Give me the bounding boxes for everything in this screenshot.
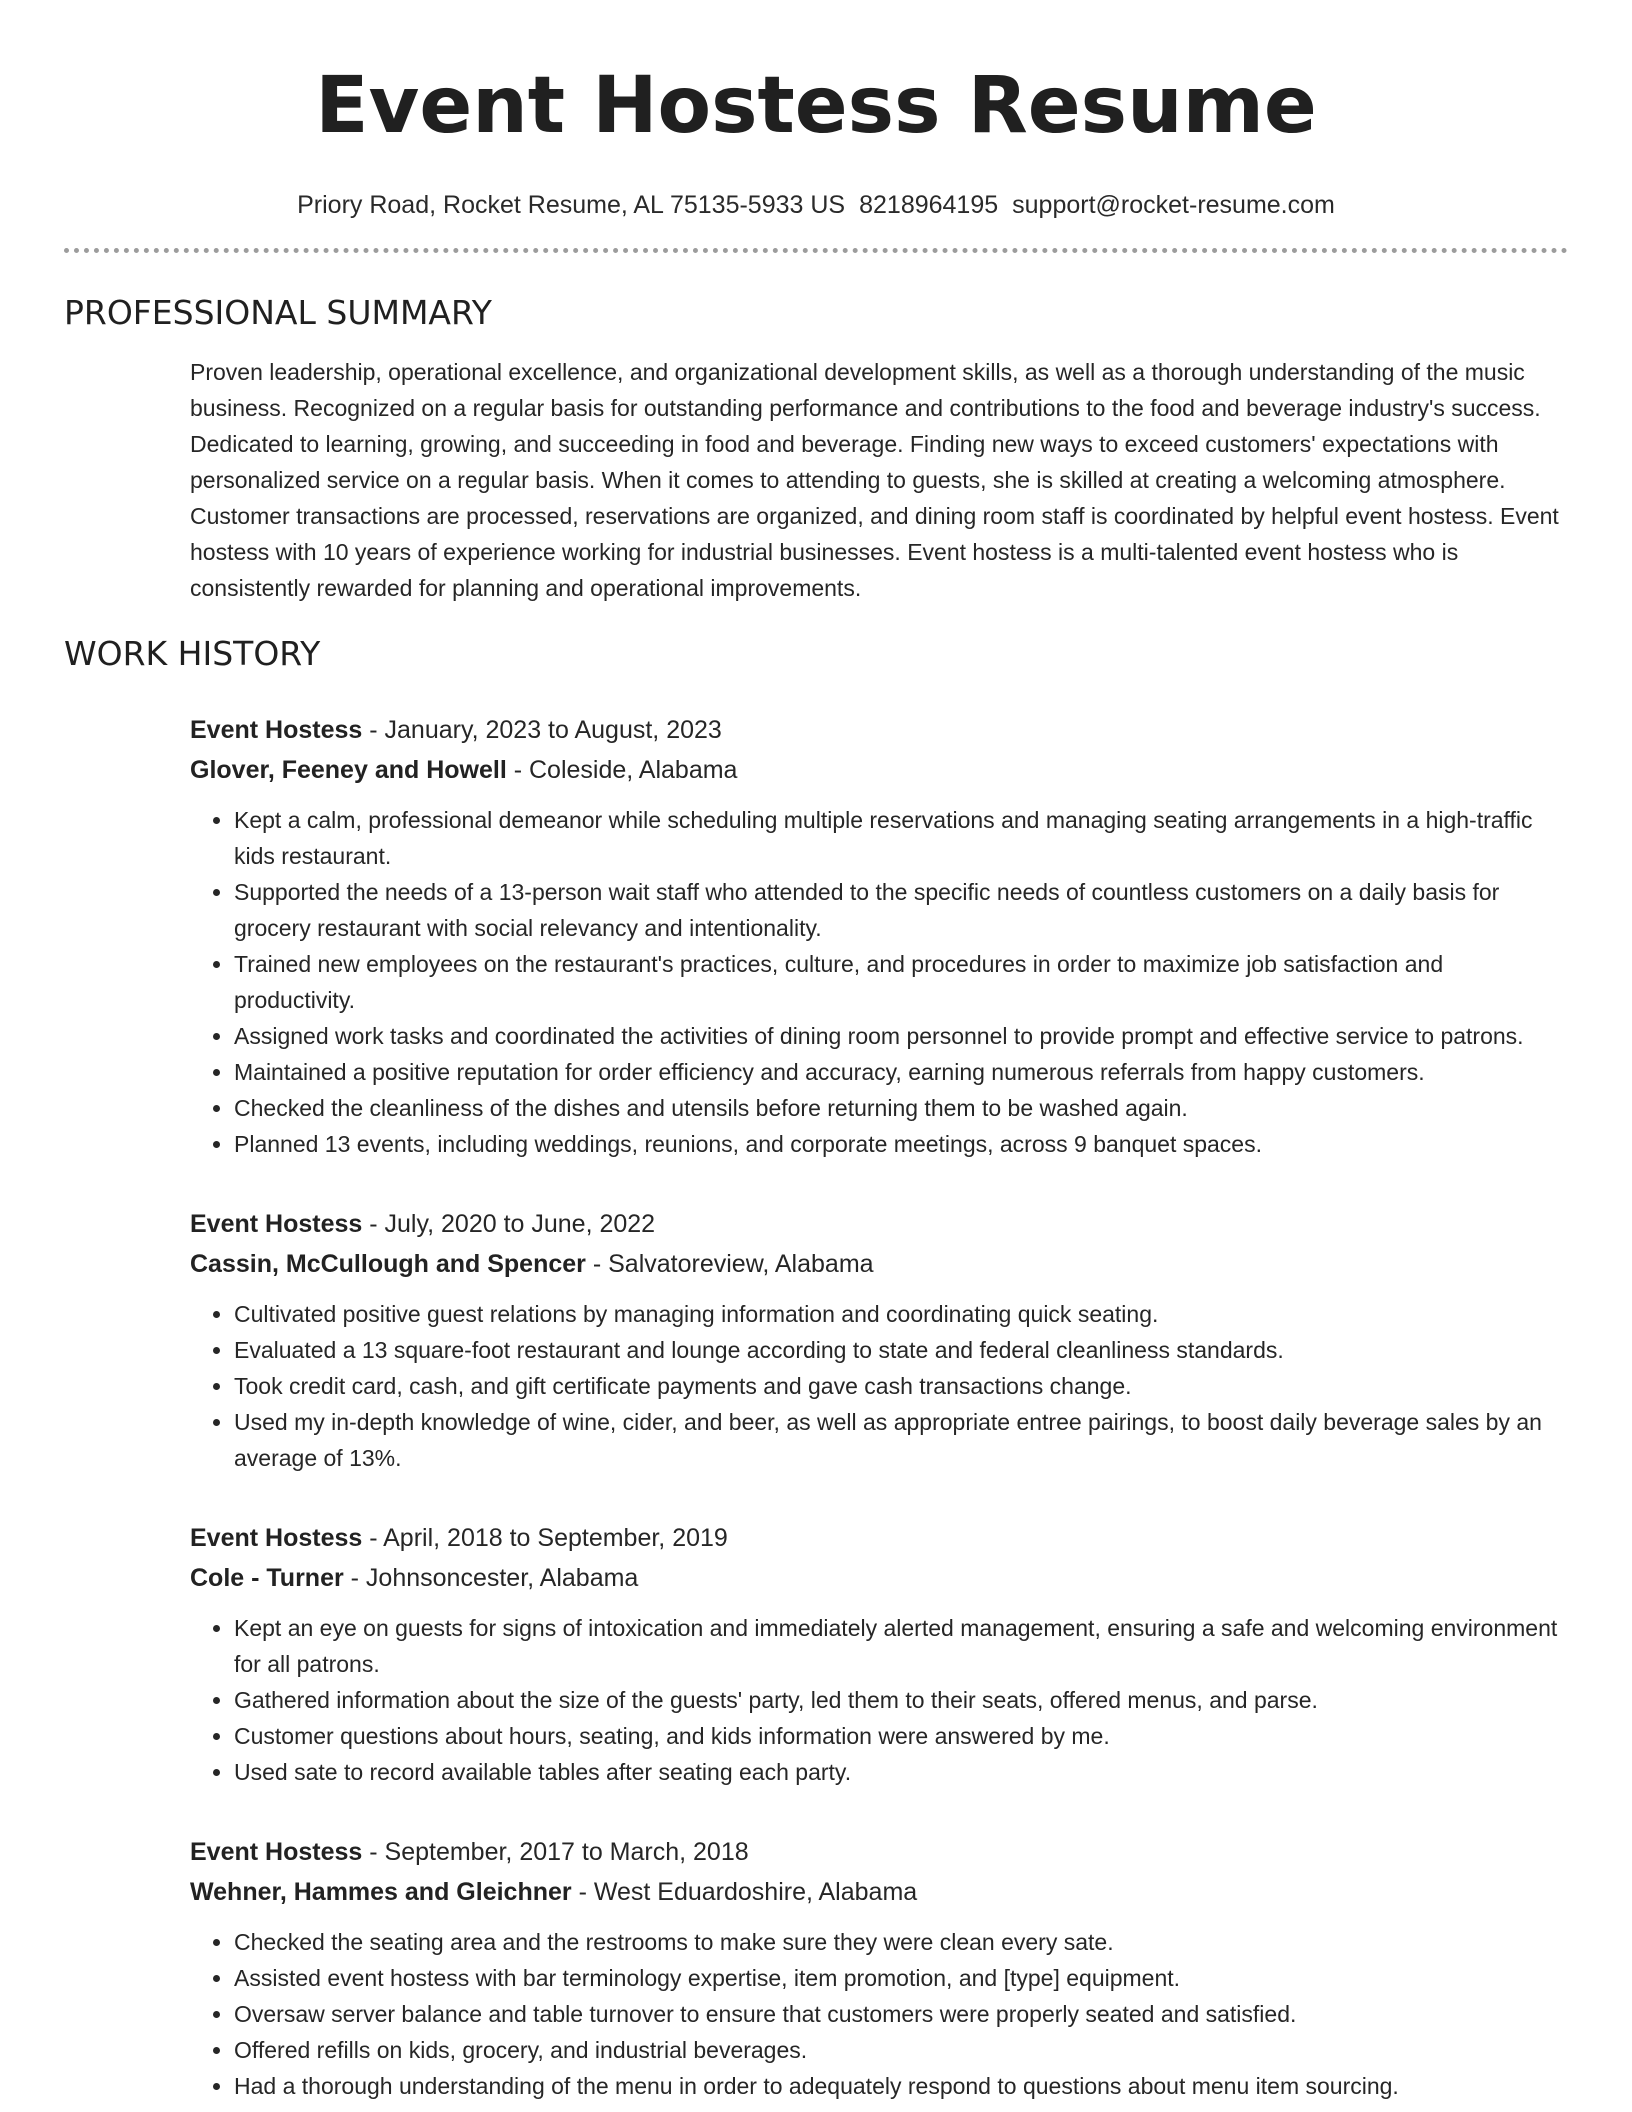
job-bullet: • Used my in-depth knowledge of wine, cider, and beer, as well as appropriate entree pairings, to boost daily beverage sales by an average of 13%. [234,1404,1568,1476]
job-dates: - July, 2020 to June, 2022 [362,1210,656,1238]
job-title: Event Hostess [190,1524,363,1552]
summary-text: Proven leadership, operational excellence, and organizational development skills, as well as a thorough understanding of the music business. Recognized on a regular basis for outstanding performance and contributions to the food and beverage industry's success. Dedicated to learning, growing, and succeeding in food and beverage. Finding new ways to exceed customers' expectations with personalized service on a regular basis. When it comes to attending to guests, she is skilled at creating a welcoming atmosphere. Customer transactions are processed, reservations are organized, and dining room staff is coordinated by helpful event hostess. Event hostess with 10 years of experience working for industrial businesses. Event hostess is a multi-talented event hostess who is consistently rewarded for planning and operational improvements. [190,359,1559,601]
job-entry [190,1204,1568,1476]
job-title: Event Hostess [190,1210,363,1238]
job-bullets [190,1610,1568,1790]
work-history-heading: WORK HISTORY [64,634,321,673]
job-location: - Johnsoncester, Alabama [343,1564,639,1592]
job-company-line [190,1872,1568,1912]
job-bullet: • Trained new employees on the restaurant's practices, culture, and procedures in order to maximize job satisfaction and productivity. [234,946,1568,1018]
job-bullet: • Assigned work tasks and coordinated the activities of dining room personnel to provide prompt and effective service to patrons. [234,1018,1568,1054]
job-company: Glover, Feeney and Howell [190,756,507,784]
job-bullets [190,1296,1568,1476]
job-bullet: • Used sate to record available tables after seating each party. [234,1754,1568,1790]
work-history-list [190,710,1568,2104]
job-dates: - September, 2017 to March, 2018 [362,1838,749,1866]
contact-email: support@rocket-resume.com [1012,191,1335,219]
job-title: Event Hostess [190,1838,363,1866]
job-location: - Salvatoreview, Alabama [585,1250,874,1278]
job-title-line [190,1832,1568,1872]
job-company: Wehner, Hammes and Gleichner [190,1878,572,1906]
job-bullet: • Gathered information about the size of the guests' party, led them to their seats, offered menus, and parse. [234,1682,1568,1718]
job-bullet: • Cultivated positive guest relations by managing information and coordinating quick seating. [234,1296,1568,1332]
job-bullet: • Checked the seating area and the restrooms to make sure they were clean every sate. [234,1924,1568,1960]
job-location: - Coleside, Alabama [506,756,738,784]
job-company-line [190,1558,1568,1598]
job-location: - West Eduardoshire, Alabama [571,1878,918,1906]
job-title-line [190,1518,1568,1558]
contact-address: Priory Road, Rocket Resume, AL 75135-5933 US [297,191,846,219]
job-title: Event Hostess [190,716,363,744]
contact-phone: 8218964195 [859,191,999,219]
job-entry [190,1518,1568,1790]
job-bullet: • Offered refills on kids, grocery, and industrial beverages. [234,2032,1568,2068]
job-dates: - January, 2023 to August, 2023 [362,716,722,744]
job-bullet: • Kept a calm, professional demeanor while scheduling multiple reservations and managing seating arrangements in a high-traffic kids restaurant. [234,802,1568,874]
job-bullet: • Supported the needs of a 13-person wait staff who attended to the specific needs of countless customers on a daily basis for grocery restaurant with social relevancy and intentionality. [234,874,1568,946]
job-title-line [190,1204,1568,1244]
job-bullets [190,802,1568,1162]
contact-line [64,188,1568,222]
job-bullet: • Assisted event hostess with bar terminology expertise, item promotion, and [type] equipment. [234,1960,1568,1996]
job-bullet: • Kept an eye on guests for signs of intoxication and immediately alerted management, ensuring a safe and welcoming environment for all patrons. [234,1610,1568,1682]
job-dates: - April, 2018 to September, 2019 [362,1524,728,1552]
summary-heading: PROFESSIONAL SUMMARY [64,293,492,332]
job-bullet: • Checked the cleanliness of the dishes and utensils before returning them to be washed again. [234,1090,1568,1126]
job-bullet: • Maintained a positive reputation for order efficiency and accuracy, earning numerous referrals from happy customers. [234,1054,1568,1090]
job-bullet: • Evaluated a 13 square-foot restaurant and lounge according to state and federal cleanliness standards. [234,1332,1568,1368]
job-entry [190,710,1568,1162]
job-bullet: • Planned 13 events, including weddings, reunions, and corporate meetings, across 9 banquet spaces. [234,1126,1568,1162]
job-bullet: • Had a thorough understanding of the menu in order to adequately respond to questions about menu item sourcing. [234,2068,1568,2104]
job-entry [190,1832,1568,2104]
job-title-line [190,710,1568,750]
job-company: Cole - Turner [190,1564,344,1592]
job-company: Cassin, McCullough and Spencer [190,1250,586,1278]
job-bullet: • Took credit card, cash, and gift certificate payments and gave cash transactions change. [234,1368,1568,1404]
resume-title: Event Hostess Resume [315,61,1317,151]
job-company-line [190,750,1568,790]
job-bullets [190,1924,1568,2104]
header-divider [64,248,1568,253]
job-company-line [190,1244,1568,1284]
job-bullet: • Oversaw server balance and table turnover to ensure that customers were properly seated and satisfied. [234,1996,1568,2032]
job-bullet: • Customer questions about hours, seating, and kids information were answered by me. [234,1718,1568,1754]
